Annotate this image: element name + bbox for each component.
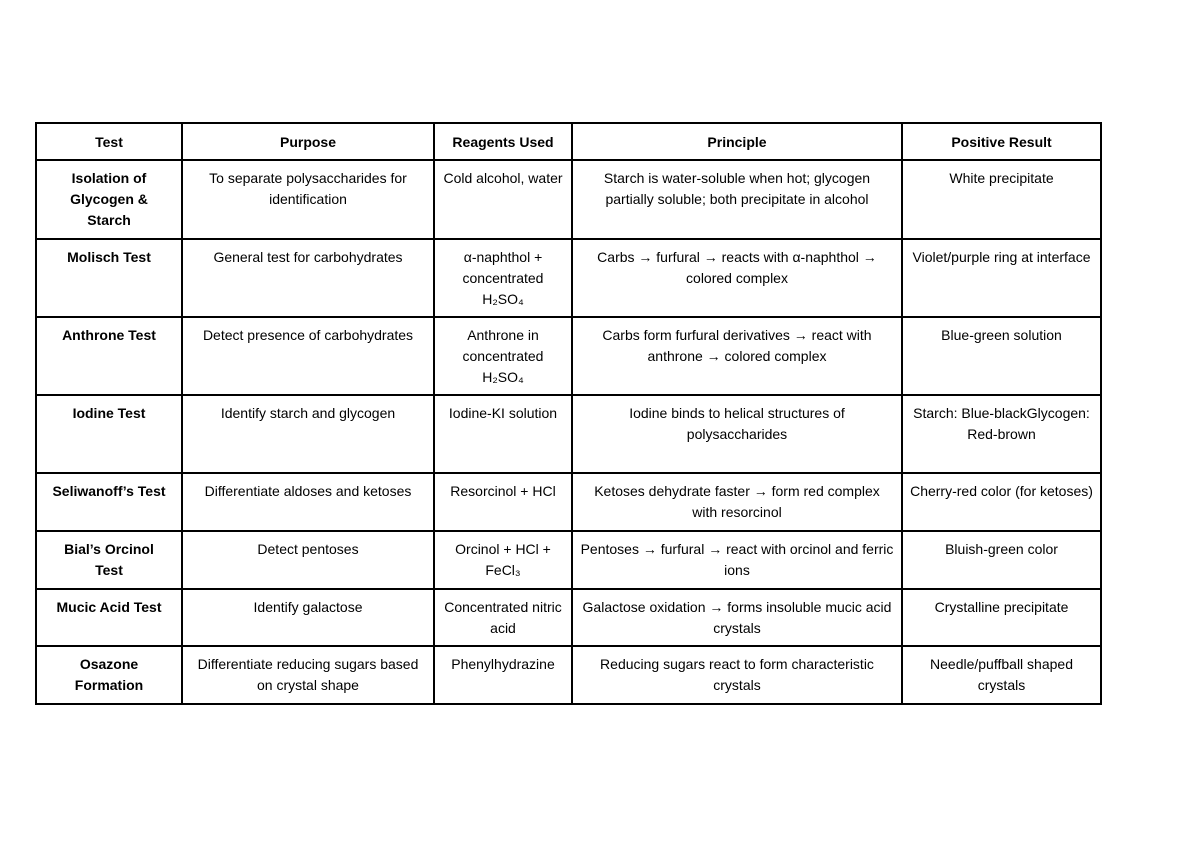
principle-cell: Pentoses → furfural → react with orcinol and ferric ions <box>572 531 902 589</box>
table-row <box>36 531 1101 589</box>
reagents-cell: Anthrone in concentrated H₂SO₄ <box>434 317 572 395</box>
table-row <box>36 317 1101 395</box>
header-principle: Principle <box>572 123 902 160</box>
reagents-cell: Resorcinol + HCl <box>434 473 572 531</box>
test-name-cell: Iodine Test <box>36 395 182 473</box>
document-page <box>35 122 1100 705</box>
principle-cell: Reducing sugars react to form characteristic crystals <box>572 646 902 704</box>
table-row <box>36 473 1101 531</box>
result-cell: Violet/purple ring at interface <box>902 239 1101 317</box>
result-cell: Crystalline precipitate <box>902 589 1101 646</box>
table-row <box>36 395 1101 473</box>
header-reagents: Reagents Used <box>434 123 572 160</box>
result-cell: White precipitate <box>902 160 1101 239</box>
header-purpose: Purpose <box>182 123 434 160</box>
reagents-cell: Iodine-KI solution <box>434 395 572 473</box>
result-cell: Starch: Blue-blackGlycogen: Red-brown <box>902 395 1101 473</box>
purpose-cell: Differentiate aldoses and ketoses <box>182 473 434 531</box>
result-cell: Bluish-green color <box>902 531 1101 589</box>
reagents-cell: Orcinol + HCl + FeCl₃ <box>434 531 572 589</box>
purpose-cell: To separate polysaccharides for identification <box>182 160 434 239</box>
purpose-cell: Detect pentoses <box>182 531 434 589</box>
result-cell: Cherry-red color (for ketoses) <box>902 473 1101 531</box>
reagents-cell: Phenylhydrazine <box>434 646 572 704</box>
table-row <box>36 589 1101 646</box>
test-name-cell: Isolation of Glycogen & Starch <box>36 160 182 239</box>
test-name-cell: Seliwanoff’s Test <box>36 473 182 531</box>
principle-cell: Carbs → furfural → reacts with α-naphthol → colored complex <box>572 239 902 317</box>
reagents-cell: Cold alcohol, water <box>434 160 572 239</box>
header-row <box>36 123 1101 160</box>
principle-cell: Starch is water-soluble when hot; glycogen partially soluble; both precipitate in alcohol <box>572 160 902 239</box>
purpose-cell: Identify starch and glycogen <box>182 395 434 473</box>
purpose-cell: General test for carbohydrates <box>182 239 434 317</box>
principle-cell: Carbs form furfural derivatives → react with anthrone → colored complex <box>572 317 902 395</box>
test-name-cell: Anthrone Test <box>36 317 182 395</box>
principle-cell: Iodine binds to helical structures of polysaccharides <box>572 395 902 473</box>
table-row <box>36 239 1101 317</box>
result-cell: Blue-green solution <box>902 317 1101 395</box>
principle-cell: Ketoses dehydrate faster → form red complex with resorcinol <box>572 473 902 531</box>
purpose-cell: Differentiate reducing sugars based on crystal shape <box>182 646 434 704</box>
principle-cell: Galactose oxidation → forms insoluble mucic acid crystals <box>572 589 902 646</box>
table-row <box>36 646 1101 704</box>
purpose-cell: Identify galactose <box>182 589 434 646</box>
test-name-cell: Osazone Formation <box>36 646 182 704</box>
header-positive-result: Positive Result <box>902 123 1101 160</box>
test-name-cell: Molisch Test <box>36 239 182 317</box>
test-name-cell: Bial’s Orcinol Test <box>36 531 182 589</box>
carbohydrate-tests-table <box>35 122 1102 705</box>
purpose-cell: Detect presence of carbohydrates <box>182 317 434 395</box>
result-cell: Needle/puffball shaped crystals <box>902 646 1101 704</box>
reagents-cell: α-naphthol + concentrated H₂SO₄ <box>434 239 572 317</box>
reagents-cell: Concentrated nitric acid <box>434 589 572 646</box>
header-test: Test <box>36 123 182 160</box>
test-name-cell: Mucic Acid Test <box>36 589 182 646</box>
table-row <box>36 160 1101 239</box>
